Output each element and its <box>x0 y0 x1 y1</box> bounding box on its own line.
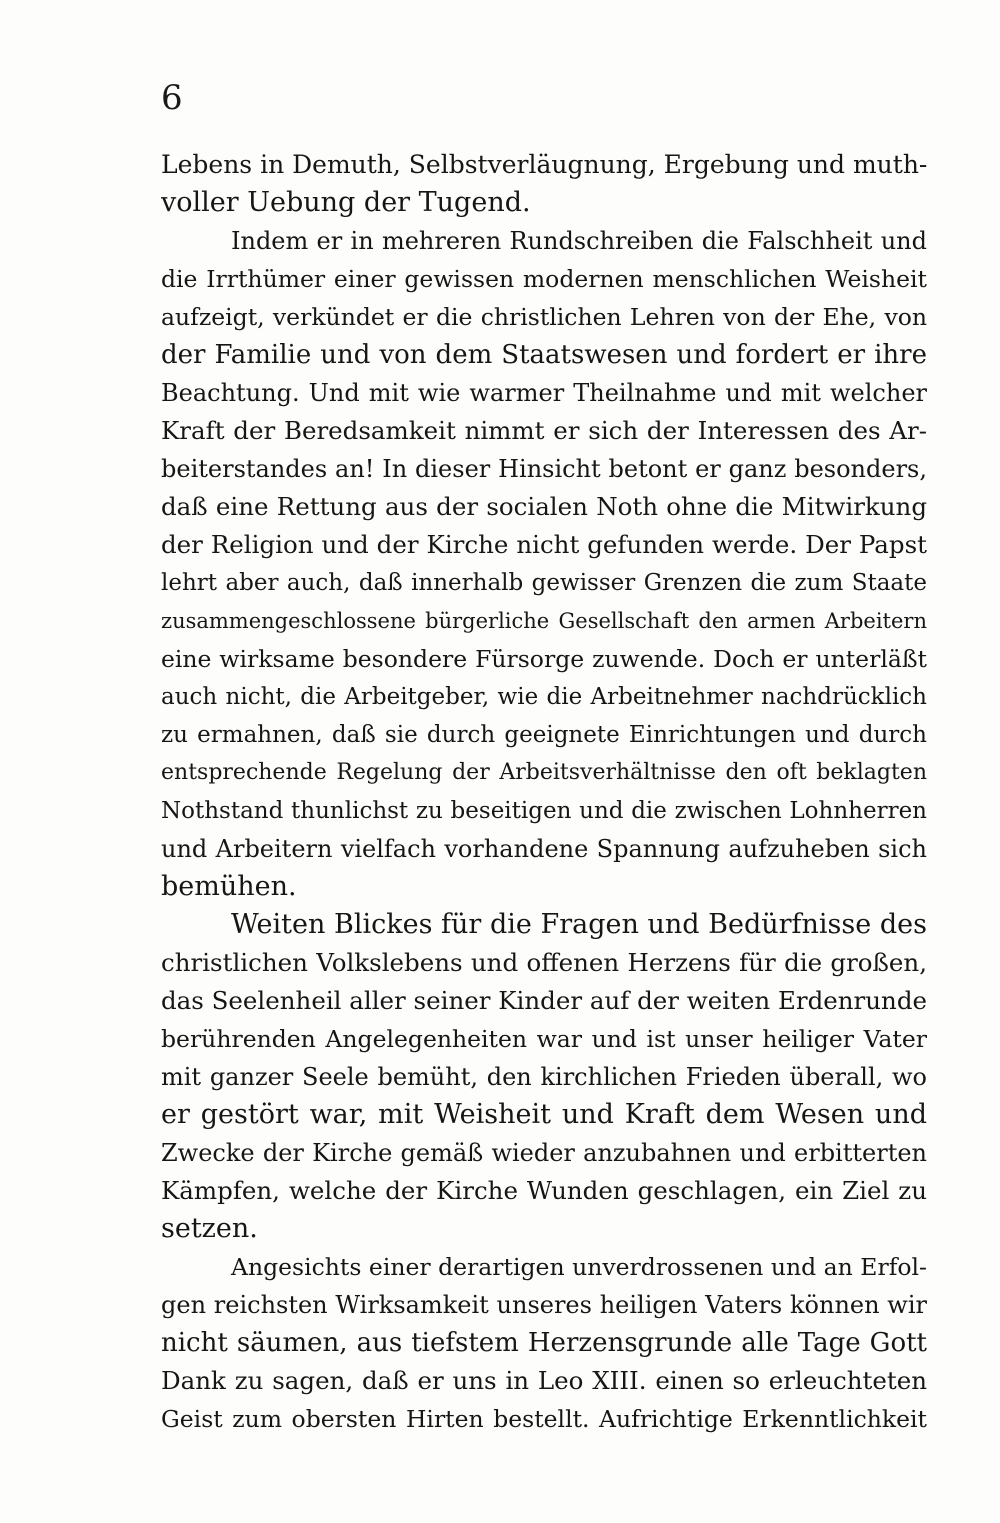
text-line: Indem er in mehreren Rundschreiben die Falschheit und <box>231 227 927 255</box>
text-line: er gestört war, mit Weisheit und Kraft dem Wesen und <box>161 1099 927 1130</box>
text-line: der Religion und der Kirche nicht gefunden werde. Der Papst <box>161 530 927 559</box>
text-line: gen reichsten Wirksamkeit unseres heiligen Vaters können wir <box>161 1291 927 1319</box>
text-line: Beachtung. Und mit wie warmer Theilnahme und mit welcher <box>161 379 927 407</box>
text-line: Kämpfen, welche der Kirche Wunden geschlagen, ein Ziel zu <box>161 1176 927 1205</box>
text-line: der Familie und von dem Staatswesen und fordert er ihre <box>161 340 927 370</box>
text-line: zu ermahnen, daß sie durch geeignete Einrichtungen und durch <box>161 722 927 748</box>
text-line: lehrt aber auch, daß innerhalb gewisser Grenzen die zum Staate <box>161 570 927 596</box>
page-number: 6 <box>161 78 183 118</box>
text-line: das Seelenheil aller seiner Kinder auf der weiten Erdenrunde <box>161 986 927 1015</box>
text-line: voller Uebung der Tugend. <box>161 187 531 218</box>
text-line: Geist zum obersten Hirten bestellt. Aufrichtige Erkenntlichkeit <box>161 1405 927 1433</box>
text-line: christlichen Volkslebens und offenen Herzens für die großen, <box>161 948 927 977</box>
text-line: berührenden Angelegenheiten war und ist unser heiliger Vater <box>161 1025 927 1053</box>
text-line: entsprechende Regelung der Arbeitsverhältnisse den oft beklagten <box>161 760 927 785</box>
body-text <box>161 146 927 1438</box>
text-line: die Irrthümer einer gewissen modernen menschlichen Weisheit <box>161 265 927 293</box>
text-line: nicht säumen, aus tiefstem Herzensgrunde alle Tage Gott <box>161 1328 927 1358</box>
text-line: Zwecke der Kirche gemäß wieder anzubahnen und erbitterten <box>161 1139 927 1167</box>
text-line: Dank zu sagen, daß er uns in Leo XIII. einen so erleuchteten <box>161 1366 927 1395</box>
text-line: zusammengeschlossene bürgerliche Gesellschaft den armen Arbeitern <box>161 609 927 633</box>
text-line: Angesichts einer derartigen unverdrossenen und an Erfol- <box>231 1253 927 1281</box>
text-line: Kraft der Beredsamkeit nimmt er sich der Interessen des Ar- <box>161 416 927 445</box>
text-line: mit ganzer Seele bemüht, den kirchlichen Frieden überall, wo <box>161 1063 927 1091</box>
text-line: daß eine Rettung aus der socialen Noth ohne die Mitwirkung <box>161 492 927 521</box>
text-line: Nothstand thunlichst zu beseitigen und die zwischen Lohnherren <box>161 798 927 824</box>
text-line: Lebens in Demuth, Selbstverläugnung, Ergebung und muth- <box>161 150 927 179</box>
text-line: und Arbeitern vielfach vorhandene Spannung aufzuheben sich <box>161 835 927 863</box>
text-line: aufzeigt, verkündet er die christlichen Lehren von der Ehe, von <box>161 303 927 331</box>
text-line: beiterstandes an! In dieser Hinsicht betont er ganz besonders, <box>161 455 927 483</box>
text-line: eine wirksame besondere Fürsorge zuwende. Doch er unterläßt <box>161 645 927 673</box>
text-line: bemühen. <box>161 871 297 902</box>
text-line: Weiten Blickes für die Fragen und Bedürfnisse des <box>231 909 927 940</box>
text-line: auch nicht, die Arbeitgeber, wie die Arbeitnehmer nachdrücklich <box>161 684 927 710</box>
text-line: setzen. <box>161 1213 258 1244</box>
